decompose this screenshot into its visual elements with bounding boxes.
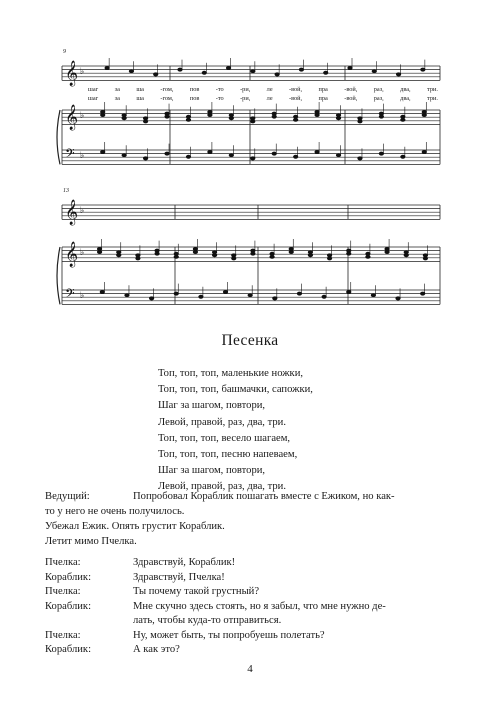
lyric-syllable: -вой,: [289, 86, 303, 93]
note-head: [174, 255, 178, 258]
narration-text: Летит мимо Пчелка.: [45, 536, 137, 547]
note-head: [294, 155, 298, 158]
lyric-syllable: за: [114, 95, 120, 102]
page-number: 4: [247, 663, 253, 675]
note-head: [270, 255, 274, 258]
note-head: [297, 292, 301, 295]
note-head: [315, 151, 319, 154]
poem-line: Топ, топ, топ, песню напеваем,: [158, 449, 298, 461]
note-head: [379, 115, 383, 118]
lyric-syllable: -вой,: [289, 95, 303, 102]
song-title: Песенка: [221, 332, 279, 349]
brace: [57, 110, 60, 164]
lyric-syllable: пра: [318, 86, 328, 93]
note-head: [385, 251, 389, 254]
note-head: [150, 297, 154, 300]
note-head: [154, 73, 158, 76]
lyric-syllable: ша: [136, 86, 144, 93]
lyric-syllable: за: [114, 86, 120, 93]
lyric-syllable: пов: [189, 86, 200, 93]
dialogue-text: Здравствуй, Кораблик!: [133, 557, 236, 568]
note-head: [401, 118, 405, 121]
flat-icon: ♭: [80, 291, 85, 301]
note-head: [251, 252, 255, 255]
treble-clef-icon: 𝄞: [65, 242, 79, 267]
note-head: [208, 114, 212, 117]
speaker-label: Ведущий:: [45, 491, 90, 502]
note-head: [299, 68, 303, 71]
note-head: [421, 68, 425, 71]
measure-number: 13: [63, 188, 69, 194]
note-head: [165, 115, 169, 118]
note-head: [396, 73, 400, 76]
lyric-syllable: шаг: [88, 95, 99, 102]
speaker-label: Пчелка:: [45, 586, 81, 597]
note-head: [232, 257, 236, 260]
lyric-syllable: ле: [266, 95, 273, 102]
dialogue-text: лать, чтобы куда-то отправиться.: [133, 615, 282, 626]
note-head: [322, 295, 326, 298]
note-head: [404, 254, 408, 257]
note-head: [105, 67, 109, 70]
lyrics-line-1: [88, 86, 438, 93]
note-head: [358, 120, 362, 123]
note-head: [229, 117, 233, 120]
lyric-syllable: два,: [400, 86, 411, 93]
lyric-syllable: ле: [266, 86, 273, 93]
note-head: [129, 70, 133, 73]
note-head: [208, 151, 212, 154]
lyric-syllable: ша: [136, 95, 144, 102]
speaker-label: Пчелка:: [45, 629, 81, 641]
lyric-syllable: -то: [215, 95, 224, 102]
bass-clef-icon: 𝄢: [65, 286, 75, 304]
note-head: [226, 67, 230, 70]
lyric-syllable: -гом,: [160, 86, 174, 93]
note-head: [294, 118, 298, 121]
note-head: [423, 257, 427, 260]
narration-text: то у него не очень получилось.: [45, 506, 185, 517]
poem-line: Топ, топ, топ, маленькие ножки,: [158, 368, 304, 379]
lyric-syllable: раз,: [373, 86, 384, 93]
note-head: [401, 155, 405, 158]
lyric-syllable: -гом,: [160, 95, 174, 102]
note-head: [229, 154, 233, 157]
note-head: [143, 120, 147, 123]
dialogue-text: Мне скучно здесь стоять, но я забыл, что мне нужно де-: [133, 600, 386, 612]
note-head: [101, 114, 105, 117]
note-head: [251, 120, 255, 123]
dialogue-text: Ты почему такой грустный?: [133, 586, 260, 597]
lyric-syllable: три.: [427, 86, 438, 93]
note-head: [248, 294, 252, 297]
lyric-syllable: два,: [400, 95, 411, 102]
flat-icon: ♭: [80, 248, 85, 258]
lyric-syllable: -ри,: [240, 86, 251, 93]
note-head: [272, 115, 276, 118]
note-head: [275, 73, 279, 76]
treble-clef-icon: 𝄞: [65, 61, 79, 86]
speaker-label: Кораблик:: [45, 571, 92, 583]
note-head: [358, 157, 362, 160]
poem-line: Шаг за шагом, повтори,: [158, 465, 266, 477]
note-head: [155, 252, 159, 255]
note-head: [122, 117, 126, 120]
note-head: [143, 157, 147, 160]
note-head: [371, 294, 375, 297]
flat-icon: ♭: [80, 67, 85, 77]
measure-number: 9: [63, 49, 66, 55]
note-head: [315, 114, 319, 117]
note-head: [193, 251, 197, 254]
note-head: [202, 71, 206, 74]
note-head: [347, 252, 351, 255]
note-head: [422, 114, 426, 117]
note-head: [273, 297, 277, 300]
note-head: [97, 251, 101, 254]
lyric-syllable: -вой,: [344, 86, 358, 93]
flat-icon: ♭: [80, 206, 85, 216]
lyric-syllable: -вой,: [344, 95, 358, 102]
note-head: [327, 257, 331, 260]
note-head: [372, 70, 376, 73]
lyric-syllable: пов: [189, 95, 200, 102]
narration-text: Убежал Ежик. Опять грустит Кораблик.: [45, 521, 225, 532]
note-head: [336, 154, 340, 157]
lyric-syllable: -то: [215, 86, 224, 93]
note-head: [100, 291, 104, 294]
poem-line: Топ, топ, топ, весело шагаем,: [158, 432, 291, 444]
dialogue-text: Здравствуй, Пчелка!: [133, 571, 225, 583]
note-head: [223, 291, 227, 294]
note-head: [101, 151, 105, 154]
speaker-label: Кораблик:: [45, 600, 92, 612]
note-head: [136, 257, 140, 260]
speaker-label: Кораблик:: [45, 644, 92, 655]
note-head: [379, 152, 383, 155]
narration-text: Попробовал Кораблик пошагать вместе с Ежиком, но как-: [133, 491, 395, 502]
note-head: [186, 155, 190, 158]
note-head: [324, 71, 328, 74]
note-head: [174, 292, 178, 295]
lyric-syllable: -ри,: [240, 95, 251, 102]
note-head: [251, 70, 255, 73]
note-head: [396, 297, 400, 300]
note-head: [186, 118, 190, 121]
note-head: [347, 291, 351, 294]
note-head: [289, 251, 293, 254]
note-head: [348, 67, 352, 70]
flat-icon: ♭: [80, 151, 85, 161]
bass-clef-icon: 𝄢: [65, 146, 75, 164]
note-head: [422, 151, 426, 154]
note-head: [212, 254, 216, 257]
treble-clef-icon: 𝄞: [65, 105, 79, 130]
note-head: [199, 295, 203, 298]
lyric-syllable: пра: [318, 95, 328, 102]
note-head: [336, 117, 340, 120]
note-head: [251, 157, 255, 160]
note-head: [122, 154, 126, 157]
dialogue-text: Ну, может быть, ты попробуешь полетать?: [133, 629, 325, 641]
poem-line: Левой, правой, раз, два, три.: [158, 416, 286, 428]
note-head: [165, 152, 169, 155]
note-head: [117, 254, 121, 257]
poem-line: Топ, топ, топ, башмачки, сапожки,: [158, 384, 313, 396]
speaker-label: Пчелка:: [45, 557, 81, 568]
poem: [158, 366, 313, 496]
dialogue-text: А как это?: [133, 644, 180, 655]
note-head: [366, 255, 370, 258]
note-head: [125, 294, 129, 297]
brace: [57, 247, 60, 304]
note-head: [178, 68, 182, 71]
poem-line: Левой, правой, раз, два, три.: [158, 481, 286, 493]
note-head: [421, 292, 425, 295]
clefs: [65, 60, 84, 304]
flat-icon: ♭: [80, 111, 85, 121]
note-head: [272, 152, 276, 155]
lyric-syllable: раз,: [373, 95, 384, 102]
treble-clef-icon: 𝄞: [65, 200, 79, 225]
lyric-syllable: три.: [427, 95, 438, 102]
note-head: [308, 254, 312, 257]
poem-line: Шаг за шагом, повтори,: [158, 400, 266, 412]
lyrics-line-2: [88, 95, 438, 102]
music-score: [0, 0, 500, 330]
lyric-syllable: шаг: [88, 86, 99, 93]
